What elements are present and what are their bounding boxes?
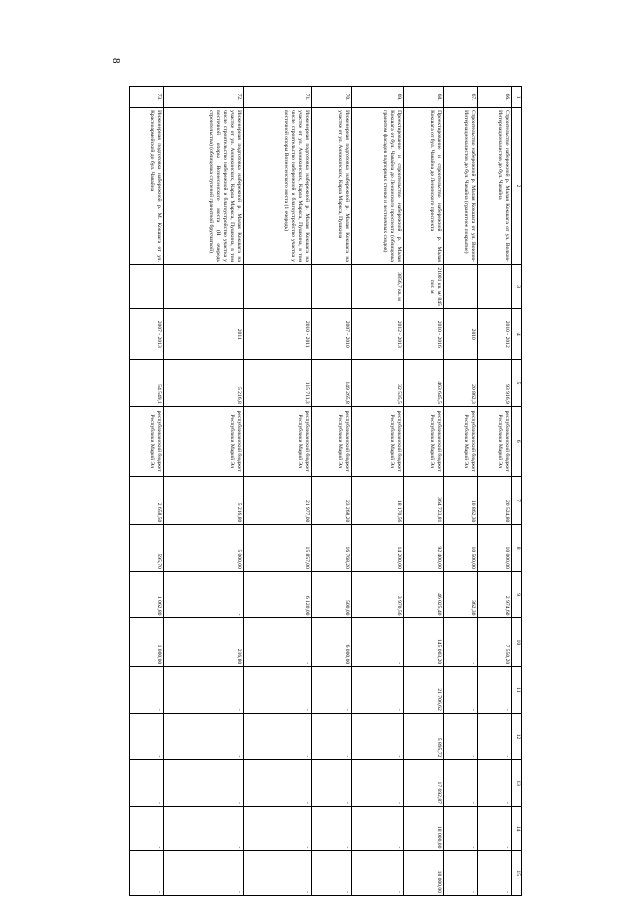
cell-n: 69.	[352, 87, 404, 108]
cell-c8: 595,70	[130, 525, 164, 572]
cell-c12: -	[244, 713, 312, 760]
rotated-table-wrapper	[118, 86, 522, 896]
cell-src: республиканский бюджет Республики Марий Эл	[244, 406, 312, 476]
cell-c5: 115 711,3	[244, 360, 312, 407]
cell-period: 2007 - 2013	[130, 309, 164, 360]
cell-name: Инженерная подготовка набережной р. М. Кокшага от ул. Красноармейской до бул. Чавайна	[130, 108, 164, 265]
cell-src: республиканский бюджет Республики Марий Эл	[352, 406, 404, 476]
col-header: 8	[512, 525, 522, 572]
cell-n: 66.	[478, 87, 512, 108]
cell-c7: 21 977,00	[244, 476, 312, 525]
cell-period: 2010	[444, 309, 478, 360]
cell-src: республиканский бюджет Республики Марий Эл	[444, 406, 478, 476]
col-header: 3	[512, 264, 522, 308]
col-header: 2	[512, 108, 522, 265]
cell-c8: 14 200,00	[352, 525, 404, 572]
cell-c11: -	[244, 667, 312, 714]
cell-c14: -	[478, 806, 512, 850]
cell-c10: 145 003,20	[404, 618, 444, 667]
cell-c11: -	[444, 667, 478, 714]
table-row	[352, 87, 404, 896]
cell-c10: -	[244, 618, 312, 667]
cell-c9: 500,00	[312, 571, 352, 618]
col-header: 1	[512, 87, 522, 108]
cell-name: Строительство набережной р. Малая Кокшага от ул. Воинов- Интернационалистов до бул. Чавайна (гранитное покрытие)	[444, 108, 478, 265]
cell-c12: -	[352, 713, 404, 760]
cell-c13: -	[244, 760, 312, 807]
cell-period: 2011	[164, 309, 244, 360]
col-header: 10	[512, 618, 522, 667]
cell-c15: -	[130, 851, 164, 896]
cell-c8: 10 000,00	[478, 525, 512, 572]
cell-c7: 23 268,20	[312, 476, 352, 525]
cell-c15: -	[444, 851, 478, 896]
cell-c15: -	[352, 851, 404, 896]
cell-c7: 18 170,56	[352, 476, 404, 525]
cell-c7: 2 658,50	[130, 476, 164, 525]
cell-c10: 7 550,20	[478, 618, 512, 667]
cell-c13: -	[352, 760, 404, 807]
cell-c7: 20 524,80	[478, 476, 512, 525]
cell-n: 73.	[130, 87, 164, 108]
cell-c13: -	[312, 760, 352, 807]
cell-c13: -	[130, 760, 164, 807]
cell-c8: 16 768,20	[312, 525, 352, 572]
cell-unit	[478, 264, 512, 308]
cell-c15: -	[244, 851, 312, 896]
cell-c11: 21 706,62	[404, 667, 444, 714]
cell-c5: 54 549,1	[130, 360, 164, 407]
cell-n: 67.	[444, 87, 478, 108]
col-header: 11	[512, 667, 522, 714]
cell-period: 2012 - 2013	[352, 309, 404, 360]
cell-n: 70.	[312, 87, 352, 108]
cell-c15: -	[312, 851, 352, 896]
cell-c10: 6 000,00	[312, 618, 352, 667]
cell-n: 71.	[244, 87, 312, 108]
table-row	[130, 87, 164, 896]
cell-c9: 6 120,00	[244, 571, 312, 618]
cell-c8: 5 000,00	[164, 525, 244, 572]
cell-c5: 149 265,8	[312, 360, 352, 407]
cell-c10: -	[444, 618, 478, 667]
table-body	[130, 87, 512, 896]
cell-c9: 362,30	[444, 571, 478, 618]
cell-n: 68.	[404, 87, 444, 108]
cell-c12: -	[444, 713, 478, 760]
cell-c8: 92 400,00	[404, 525, 444, 572]
col-header: 12	[512, 713, 522, 760]
cell-c10: 1 000,00	[130, 618, 164, 667]
cell-c8: 10 500,00	[444, 525, 478, 572]
col-header: 13	[512, 760, 522, 807]
cell-period: 2010 - 2016	[404, 309, 444, 360]
col-header: 14	[512, 806, 522, 850]
cell-c14: -	[164, 806, 244, 850]
cell-c5: 5 216,8	[164, 360, 244, 407]
cell-c12: -	[164, 713, 244, 760]
cell-c11: -	[164, 667, 244, 714]
cell-src: республиканский бюджет Республики Марий Эл	[130, 406, 164, 476]
table-row	[444, 87, 478, 896]
column-number-row	[512, 87, 522, 896]
cell-c12: -	[312, 713, 352, 760]
cell-c10: -	[352, 618, 404, 667]
table-row	[404, 87, 444, 896]
cell-c5: 463 645,5	[404, 360, 444, 407]
col-header: 9	[512, 571, 522, 618]
cell-c14: -	[312, 806, 352, 850]
cell-name: Проектирование и строительство набережной р. Малая Кокшага от бул. Чавайна до Ленинского проспекта (облицовка гранитом фасадов подпорных стенки и лестничных сходов)	[352, 108, 404, 265]
cell-c13: -	[444, 760, 478, 807]
cell-unit: 3856,7 кв. м	[352, 264, 404, 308]
cell-unit	[130, 264, 164, 308]
table-row	[312, 87, 352, 896]
cell-c10: 216,80	[164, 618, 244, 667]
col-header: 4	[512, 309, 522, 360]
cell-c7: 364 723,81	[404, 476, 444, 525]
cell-c14: -	[130, 806, 164, 850]
cell-c14: 18 000,00	[404, 806, 444, 850]
cell-period: 2010 - 2011	[244, 309, 312, 360]
col-header: 7	[512, 476, 522, 525]
cell-name: Инженерная подготовка набережной р. Малая Кокшага на участке от ул. Анникинских, Карла Маркса, Пушкина	[312, 108, 352, 265]
table-row	[164, 87, 244, 896]
cell-c7: 10 862,30	[444, 476, 478, 525]
cell-c12: -	[478, 713, 512, 760]
cell-period: 2010 - 2012	[478, 309, 512, 360]
col-header: 5	[512, 360, 522, 407]
table-row	[244, 87, 312, 896]
cell-c9: -	[164, 571, 244, 618]
cell-name: Инженерная подготовка набережной р. Малая Кокшага на участке от ул. Анникинских, Карла Маркса, Пушкина, в том числе строительство набережной и благоустройство участка у восточной опоры Вознесенского моста (1 очередь)	[244, 108, 312, 265]
cell-c9: 3 970,56	[352, 571, 404, 618]
cell-c13: -	[478, 760, 512, 807]
page-number: 8	[110, 58, 122, 64]
cell-src: республиканский бюджет Республики Марий Эл	[478, 406, 512, 476]
col-header: 15	[512, 851, 522, 896]
cell-c9: 1 062,80	[130, 571, 164, 618]
cell-unit	[164, 264, 244, 308]
cell-name: Строительство набережной р. Малая Кокшага от ул. Волков- Интернационалистов до бул. Чавайна	[478, 108, 512, 265]
cell-n: 72.	[164, 87, 244, 108]
cell-c5: 20 862,3	[444, 360, 478, 407]
cell-c12: -	[130, 713, 164, 760]
cell-c15: -	[478, 851, 512, 896]
cell-c12: 5 895,72	[404, 713, 444, 760]
cell-c9: 2 974,60	[478, 571, 512, 618]
col-header: 6	[512, 406, 522, 476]
cell-c11: -	[478, 667, 512, 714]
cell-c8: 15 857,00	[244, 525, 312, 572]
cell-src: республиканский бюджет Республики Марий Эл	[404, 406, 444, 476]
cell-c15: -	[164, 851, 244, 896]
program-table	[129, 86, 522, 896]
cell-c5: 32 535,5	[352, 360, 404, 407]
cell-src: республиканский бюджет Республики Марий Эл	[312, 406, 352, 476]
cell-unit: 21001 кв. м/ 845 пог. м	[404, 264, 444, 308]
cell-unit	[244, 264, 312, 308]
cell-c11: -	[312, 667, 352, 714]
cell-src: республиканский бюджет Республики Марий Эл	[164, 406, 244, 476]
cell-c9: 46 025,40	[404, 571, 444, 618]
cell-c14: -	[444, 806, 478, 850]
cell-c15: 18 000,00	[404, 851, 444, 896]
cell-c13: -	[164, 760, 244, 807]
cell-unit	[312, 264, 352, 308]
cell-c7: 5 216,80	[164, 476, 244, 525]
cell-c5: 93 916,9	[478, 360, 512, 407]
table-row	[478, 87, 512, 896]
cell-c13: 17 692,87	[404, 760, 444, 807]
cell-period: 2007 - 2010	[312, 309, 352, 360]
cell-c11: -	[352, 667, 404, 714]
cell-c14: -	[244, 806, 312, 850]
cell-c11: -	[130, 667, 164, 714]
cell-unit	[444, 264, 478, 308]
cell-name: Инженерная подготовка набережной р. Малая Кокшага на участке от ул. Анникинских, Карла Маркса, Пушкина, в том числе строительство набережной и благоустройство участка у восточной опоры Вознесенского моста (II очередь строительства) (облицовка ступеней гранитной брусчаткой)	[164, 108, 244, 265]
cell-c14: -	[352, 806, 404, 850]
cell-name: Проектирование и строительство набережной р. Малая Кокшага от бул. Чавайна до Ленинского проспекта	[404, 108, 444, 265]
